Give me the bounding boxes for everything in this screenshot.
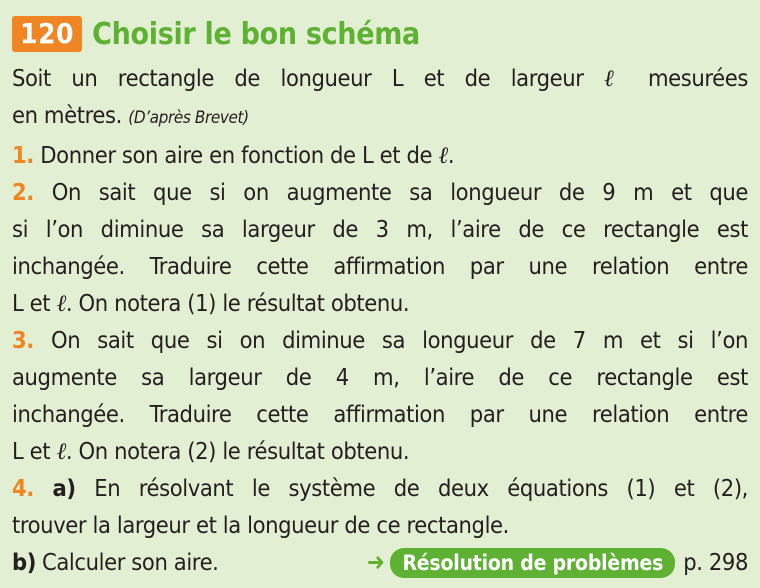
- question-4a-text-2: trouver la largeur et la longueur de ce rectangle.: [12, 511, 509, 539]
- question-2-line-1: [12, 174, 748, 211]
- question-2-line-2: [12, 211, 748, 248]
- question-2-text-2: si l’on diminue sa largeur de 3 m, l’aire de ce rectangle est: [12, 215, 748, 243]
- question-4b-text: Calculer son aire.: [42, 548, 219, 576]
- question-2-number: 2.: [12, 178, 34, 206]
- question-3-line-3: [12, 396, 748, 433]
- question-3-line-2: [12, 359, 748, 396]
- question-3-line-1: [12, 322, 748, 359]
- question-4b-label: b): [12, 548, 36, 576]
- exercise-number-badge: 120: [12, 16, 82, 52]
- question-1: [12, 137, 748, 174]
- question-1-text: Donner son aire en fonction de L et de ℓ.: [40, 141, 455, 169]
- question-3-text-4: L et ℓ. On notera (2) le résultat obtenu.: [12, 437, 410, 465]
- reference-link[interactable]: Résolution de problèmes: [390, 548, 675, 578]
- question-4a-text-1: En résolvant le système de deux équations (1) et (2),: [94, 474, 748, 502]
- ell-symbol: ℓ: [603, 64, 628, 92]
- question-3-number: 3.: [12, 326, 34, 354]
- question-4a-line-2: [12, 507, 748, 544]
- question-4b-line: [12, 544, 748, 581]
- question-2-text-3: inchangée. Traduire cette affirmation par une relation entre: [12, 252, 748, 280]
- question-2-text-1: On sait que si on augmente sa longueur de 9 m et que: [51, 178, 748, 206]
- ell-symbol: ℓ: [438, 141, 448, 169]
- question-3-text-1: On sait que si on diminue sa longueur de 7 m et si l’on: [50, 326, 748, 354]
- intro-source: (D’après Brevet): [128, 108, 249, 128]
- question-3-text-2: augmente sa largeur de 4 m, l’aire de ce rectangle est: [12, 363, 748, 391]
- question-2-text-4: L et ℓ. On notera (1) le résultat obtenu.: [12, 289, 410, 317]
- reference-page: p. 298: [683, 548, 748, 576]
- question-3-text-3: inchangée. Traduire cette affirmation par une relation entre: [12, 400, 748, 428]
- ell-symbol: ℓ: [56, 437, 66, 465]
- question-4-number: 4.: [12, 474, 34, 502]
- exercise-header: [12, 10, 748, 58]
- intro-text-2: en mètres.: [12, 101, 122, 129]
- question-2-line-4: [12, 285, 748, 322]
- intro-line-2: [12, 97, 748, 137]
- question-4a-line-1: [12, 470, 748, 507]
- intro-text-1: Soit un rectangle de longueur L et de largeur ℓ mesurées: [12, 64, 748, 92]
- exercise-title: Choisir le bon schéma: [92, 16, 420, 52]
- ell-symbol: ℓ: [56, 289, 66, 317]
- question-4a-label: a): [52, 474, 76, 502]
- intro-line-1: [12, 60, 748, 97]
- arrow-right-icon: ➜: [366, 548, 385, 576]
- question-3-line-4: [12, 433, 748, 470]
- question-2-line-3: [12, 248, 748, 285]
- question-1-number: 1.: [12, 141, 34, 169]
